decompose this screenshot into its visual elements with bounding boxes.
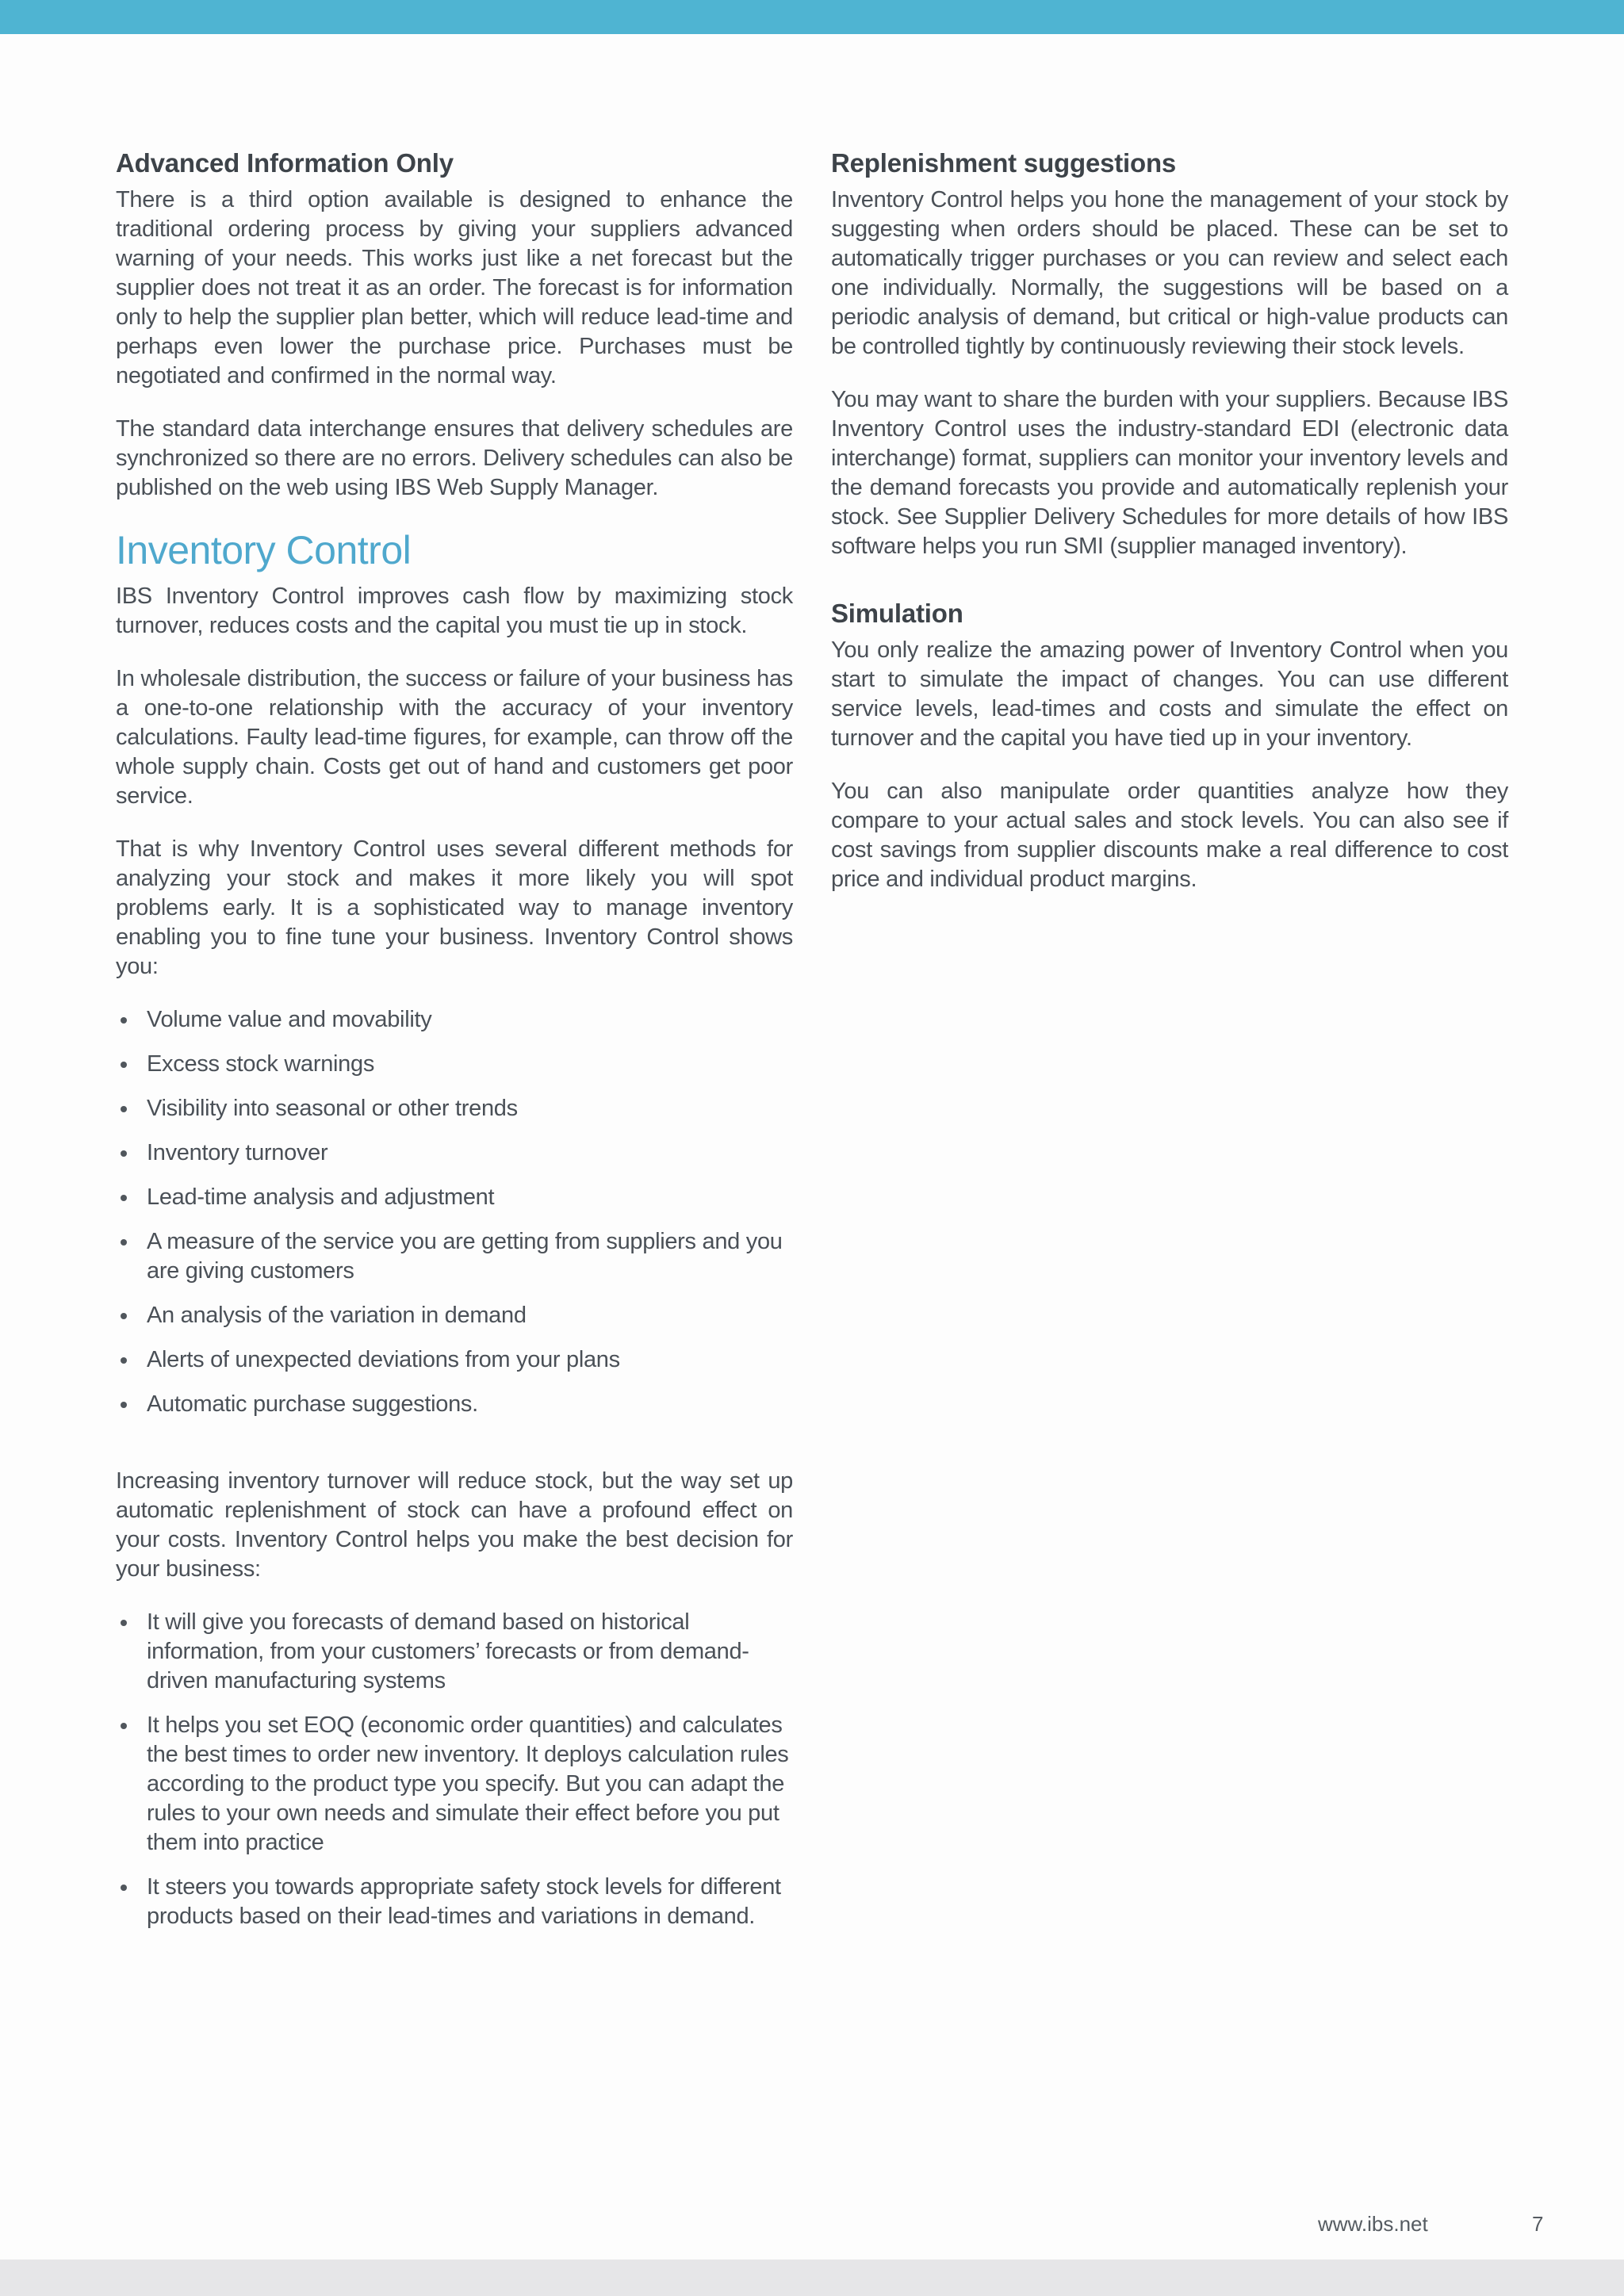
list-item: Excess stock warnings bbox=[116, 1050, 793, 1079]
simulation-paragraph-2: You can also manipulate order quantities analyze how they compare to your actual sales and stock levels. You can also see if cost savings from supplier discounts make a real difference to cost price and individual product margins. bbox=[831, 779, 1508, 892]
list-item: A measure of the service you are getting from suppliers and you are giving customers bbox=[116, 1227, 793, 1286]
list-item: Inventory turnover bbox=[116, 1138, 793, 1168]
shows-you-list bbox=[116, 1005, 793, 1419]
footer-url: www.ibs.net bbox=[1318, 2212, 1428, 2236]
bottom-bar bbox=[0, 2260, 1624, 2296]
list-item: It helps you set EOQ (economic order quantities) and calculates the best times to order new inventory. It deploys calculation rules according to the product type you specify. But you can adapt the rules to your own needs and simulate their effect before you put them into practice bbox=[116, 1711, 793, 1858]
replenishment-paragraph-1: Inventory Control helps you hone the management of your stock by suggesting when orders should be placed. These can be set to automatically trigger purchases or you can review and select each one individually. Normally, the suggestions will be based on a periodic analysis of demand, but critical or high-value products can be controlled tightly by continuously reviewing their stock levels. bbox=[831, 187, 1508, 359]
advanced-info-heading: Advanced Information Only bbox=[116, 148, 454, 178]
inventory-paragraph-1: IBS Inventory Control improves cash flow by maximizing stock turnover, reduces costs and the capital you must tie up in stock. bbox=[116, 584, 793, 638]
list-item: It steers you towards appropriate safety stock levels for different products based on their lead-times and variations in demand. bbox=[116, 1873, 793, 1931]
list-item: An analysis of the variation in demand bbox=[116, 1301, 793, 1330]
decision-list bbox=[116, 1608, 793, 1931]
list-item: It will give you forecasts of demand based on historical information, from your customers’ forecasts or from demand-driven manufacturing systems bbox=[116, 1608, 793, 1696]
list-item: Automatic purchase suggestions. bbox=[116, 1390, 793, 1419]
left-column bbox=[116, 146, 793, 1955]
advanced-info-paragraph-1: There is a third option available is designed to enhance the traditional ordering process by giving your suppliers advanced warning of your needs. This works just like a net forecast but the supplier does not treat it as an order. The forecast is for information only to help the supplier plan better, which will reduce lead-time and perhaps even lower the purchase price. Purchases must be negotiated and confirmed in the normal way. bbox=[116, 187, 793, 388]
inventory-paragraph-4: Increasing inventory turnover will reduce stock, but the way set up automatic replenishment of stock can have a profound effect on your costs. Inventory Control helps you make the best decision for your business: bbox=[116, 1468, 793, 1582]
list-item: Visibility into seasonal or other trends bbox=[116, 1094, 793, 1123]
simulation-heading: Simulation bbox=[831, 599, 963, 628]
page-number: 7 bbox=[1532, 2212, 1544, 2236]
inventory-control-heading: Inventory Control bbox=[116, 528, 412, 572]
list-item: Alerts of unexpected deviations from your plans bbox=[116, 1345, 793, 1375]
list-item: Lead-time analysis and adjustment bbox=[116, 1183, 793, 1212]
simulation-paragraph-1: You only realize the amazing power of Inventory Control when you start to simulate the impact of changes. You can use different service levels, lead-times and costs and simulate the effect on turnover and the capital you have tied up in your inventory. bbox=[831, 637, 1508, 751]
inventory-paragraph-2: In wholesale distribution, the success or failure of your business has a one-to-one relationship with the accuracy of your inventory calculations. Faulty lead-time figures, for example, can throw off the whole supply chain. Costs get out of hand and customers get poor service. bbox=[116, 666, 793, 809]
right-column bbox=[831, 146, 1508, 918]
top-accent-bar bbox=[0, 0, 1624, 34]
replenishment-heading: Replenishment suggestions bbox=[831, 148, 1177, 178]
replenishment-paragraph-2: You may want to share the burden with your suppliers. Because IBS Inventory Control uses the industry-standard EDI (electronic data interchange) format, suppliers can monitor your inventory levels and the demand forecasts you provide and automatically replenish your stock. See Supplier Delivery Schedules for more details of how IBS software helps you run SMI (supplier managed inventory). bbox=[831, 387, 1508, 559]
list-item: Volume value and movability bbox=[116, 1005, 793, 1035]
inventory-paragraph-3: That is why Inventory Control uses several different methods for analyzing your stock and makes it more likely you will spot problems early. It is a sophisticated way to manage inventory enabling you to fine tune your business. Inventory Control shows you: bbox=[116, 836, 793, 979]
advanced-info-paragraph-2: The standard data interchange ensures that delivery schedules are synchronized so there are no errors. Delivery schedules can also be published on the web using IBS Web Supply Manager. bbox=[116, 416, 793, 500]
